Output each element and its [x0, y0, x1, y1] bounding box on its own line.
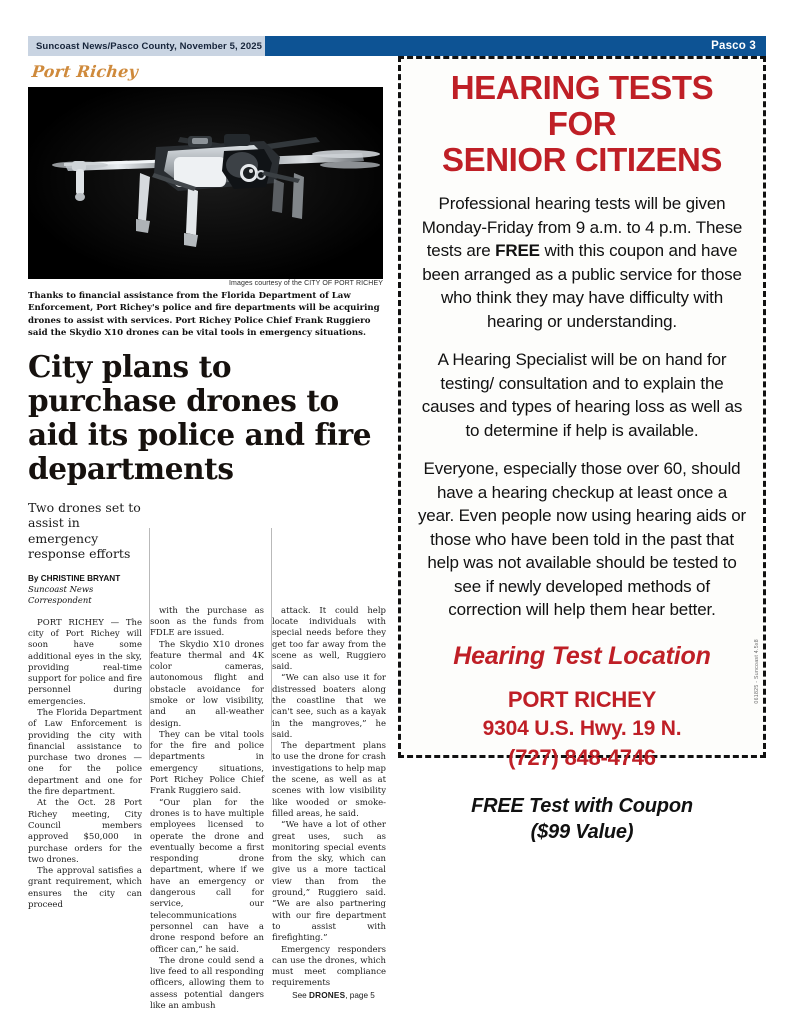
paragraph: “Our plan for the drones is to have multiple employees licensed to operate the drone and eventually become a first responding drone department, where if we have an emergency or dangerous call for service, our telecommunications personnel can have a drone respond before an officer can,” he said.: [150, 797, 264, 955]
paragraph: At the Oct. 28 Port Richey meeting, City Council members approved $50,000 in purchase orders for the two drones.: [28, 798, 142, 865]
ad-paragraph-1: [417, 192, 747, 333]
photo-caption: Thanks to financial assistance from the Florida Department of Law Enforcement, Port Richey's police and fire departments will be acquiring drones to assist with services. Port Richey Police Chief Frank Ruggiero said the Skydio X10 drones can be vital tools in emergency situations.: [28, 291, 380, 339]
article-subhead-row: [28, 500, 386, 606]
jumpline[interactable]: [272, 990, 386, 1001]
byline-organization: Suncoast News Correspondent: [28, 583, 94, 605]
masthead-bar: [28, 36, 766, 56]
article-column-1: [28, 618, 142, 1012]
article-photo: [28, 87, 383, 279]
masthead-section-block: [265, 36, 766, 56]
article-column-3: [272, 606, 386, 1012]
paragraph: The Skydio X10 drones feature thermal and 4K color cameras, autonomous flight and obstacle avoidance for smoke or low visibility, and an all-weather design.: [150, 639, 264, 729]
ad-paragraph-3: Everyone, especially those over 60, should have a hearing checkup at least once a year. Even people now using hearing aids or those who have been told in the past that help was not available should be tested to see if newly developed methods of correction will help them hear better.: [417, 459, 747, 619]
jumpline-suffix: , page 5: [345, 990, 375, 1000]
paragraph: PORT RICHEY — The city of Port Richey will soon have some additional eyes in the sky, providing real-time support for police and fire personnel during emergencies.: [28, 617, 142, 707]
drone-photo-illustration: [28, 87, 383, 279]
article-column-2: [150, 606, 264, 1012]
photo-credit: Images courtesy of the CITY OF PORT RICHEY: [229, 280, 383, 287]
subhead-spacer-3: [272, 500, 386, 606]
ad-coupon-line-1: FREE Test with Coupon: [471, 794, 693, 817]
hearing-test-advertisement: [398, 56, 766, 843]
jumpline-keyword: DRONES: [309, 990, 346, 1000]
ad-location-title: Hearing Test Location: [453, 641, 711, 670]
paragraph: The Florida Department of Law Enforcement is providing the city with financial assistance to purchase two drones — one for the police department and one for the fire department.: [28, 708, 142, 798]
article-container: [28, 62, 388, 1012]
subhead-spacer-2: [150, 500, 264, 606]
column-rule-1: [149, 528, 150, 760]
byline-author: By CHRISTINE BRYANT: [28, 573, 121, 583]
ad-title-line-2: FOR: [547, 105, 617, 142]
paragraph: The approval satisfies a grant requirement, which ensures the city can proceed: [28, 866, 142, 911]
ad-coupon-offer: [417, 793, 747, 845]
paragraph: “We can also use it for distressed boaters along the coastline that we can't see, such as a kayak in the mangroves,” he said.: [272, 673, 386, 740]
ad-paragraph-2: A Hearing Specialist will be on hand for testing/ consultation and to explain the causes and types of hearing loss as well as to determine if help is available.: [421, 350, 743, 440]
paragraph: They can be vital tools for the fire and police departments in emergency situations, Port Richey Police Chief Frank Ruggiero said.: [150, 729, 264, 797]
ad-title-line-1: HEARING TESTS: [450, 69, 714, 106]
paragraph: The department plans to use the drone for crash investigations to help map the scene, as well as at scenes with low visibility like wooded or smoke-filled areas, he said.: [272, 741, 386, 819]
ad-paragraph-1-part-b: with this coupon and have been arranged as a public service for those who think they may have difficulty with hearing or understanding.: [422, 241, 742, 331]
masthead-publication-block: [28, 36, 265, 56]
paragraph: “We have a lot of other great uses, such as monitoring special events from the sky, which can give us a more tactical view than from the ground,” Ruggiero said. “We are also partnering with our fire department to assist with firefighting.”: [272, 820, 386, 944]
paragraph: with the purchase as soon as the funds from FDLE are issued.: [150, 605, 264, 639]
ad-title-line-3: SENIOR CITIZENS: [441, 141, 723, 178]
ad-location-city: PORT RICHEY: [507, 686, 657, 712]
jumpline-prefix: See: [292, 990, 309, 1000]
paragraph: The drone could send a live feed to all responding officers, allowing them to assess potential dangers like an ambush: [150, 955, 264, 1012]
article-subhead: Two drones set to assist in emergency response efforts: [28, 499, 141, 562]
ad-side-code: 061825 - Suncoast 4.5x8: [754, 639, 760, 704]
article-kicker: Port Richey: [31, 62, 140, 81]
ad-location-address: 9304 U.S. Hwy. 19 N.: [482, 716, 682, 740]
masthead-publication-text: Suncoast News/Pasco County, November 5, 2025: [36, 40, 262, 52]
ad-free-emphasis: FREE: [495, 241, 540, 260]
paragraph: Emergency responders can use the drones, which must meet compliance requirements: [272, 944, 386, 989]
masthead-section-text: Pasco 3: [711, 40, 756, 52]
column-rule-2: [271, 528, 272, 760]
article-byline: [28, 573, 142, 606]
article-body-columns: [28, 606, 386, 1012]
article-headline: City plans to purchase drones to aid its police and fire departments: [28, 348, 372, 486]
ad-coupon-line-2: ($99 Value): [530, 820, 634, 843]
ad-phone-number[interactable]: (727) 848-4746: [508, 744, 656, 770]
ad-paragraph-1-part-a: Professional hearing tests will be given Monday-Friday from 9 a.m. to 4 p.m. These tests are: [421, 194, 743, 260]
paragraph: attack. It could help locate individuals with special needs before they get too far away from the scene as well, Ruggiero said.: [272, 605, 386, 673]
subhead-column: [28, 500, 142, 606]
